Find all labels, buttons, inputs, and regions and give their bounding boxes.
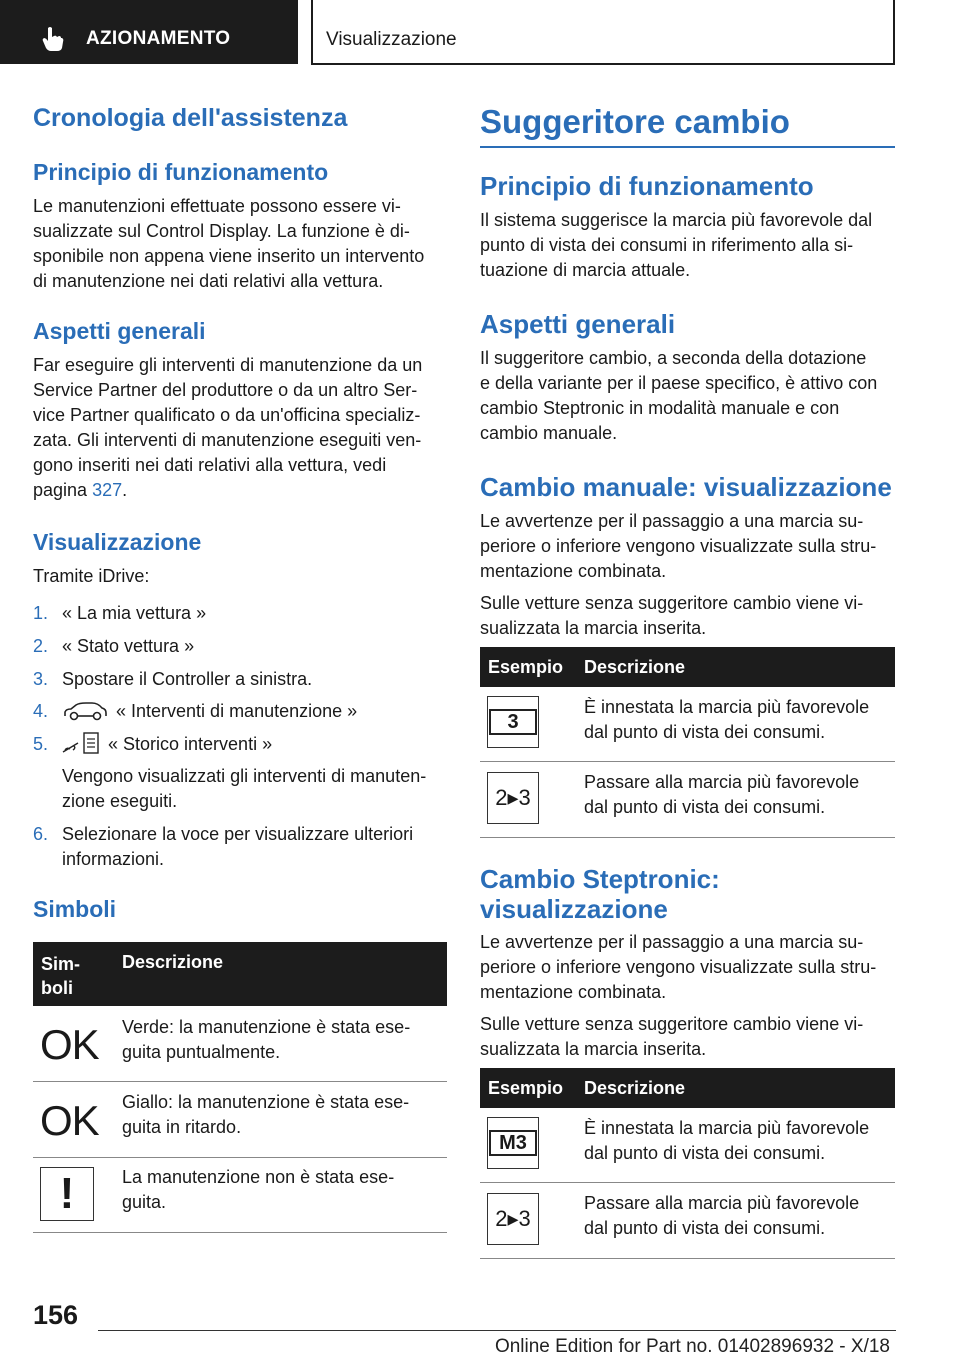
left-s4-title: Simboli xyxy=(33,896,117,922)
section-label: Visualizzazione xyxy=(326,29,457,50)
steptronic-table-header xyxy=(480,1068,895,1108)
left-s2-l3: vice Partner qualificato o da un'officina specializ- xyxy=(33,405,421,425)
header-divider-right xyxy=(893,0,895,65)
row-divider xyxy=(480,1258,895,1259)
right-s4-p2-l1: Sulle vetture senza suggeritore cambio viene vi- xyxy=(480,1014,864,1034)
th-symbols-l1: Sim- xyxy=(41,954,81,974)
left-s1-l3: sponibile non appena viene inserito un intervento xyxy=(33,246,425,266)
gear-3-indicator: 3 xyxy=(489,709,537,735)
left-s2-l2: Service Partner del produttore o da un altro Ser- xyxy=(33,380,418,400)
gear-display-box xyxy=(487,772,539,824)
right-s3-p2-l1: Sulle vetture senza suggeritore cambio viene vi- xyxy=(480,593,864,613)
row-desc-l1: Passare alla marcia più favorevole xyxy=(584,1193,860,1213)
step-text: « La mia vettura » xyxy=(62,603,207,623)
right-s3-p1-l2: periore o inferiore vengono visualizzate sulla stru- xyxy=(480,536,877,556)
row-divider xyxy=(33,1232,447,1233)
th-example: Esempio xyxy=(488,657,564,677)
row-desc-l1: Giallo: la manutenzione è stata ese- xyxy=(122,1092,410,1112)
left-s3-intro: Tramite iDrive: xyxy=(33,566,150,586)
step-number: 6. xyxy=(33,824,49,844)
step-text: « Storico interventi » xyxy=(108,734,273,754)
left-s3-title: Visualizzazione xyxy=(33,529,202,555)
step5-sub-l2: zione eseguiti. xyxy=(62,791,178,811)
ok-yellow-symbol: OK xyxy=(40,1097,99,1144)
right-s4-p1-l2: periore o inferiore vengono visualizzate sulla stru- xyxy=(480,957,877,977)
service-history-icon xyxy=(62,731,102,755)
warning-exclamation-icon: ! xyxy=(40,1167,94,1221)
gear-display-box xyxy=(487,696,539,748)
row-desc-l2: dal punto di vista dei consumi. xyxy=(584,1218,826,1238)
row-divider xyxy=(33,1157,447,1158)
row-divider xyxy=(480,837,895,838)
step6-l1: Selezionare la voce per visualizzare ulteriori xyxy=(62,824,414,844)
row-divider xyxy=(480,1182,895,1183)
step-number: 3. xyxy=(33,669,49,689)
row-desc-l1: Passare alla marcia più favorevole xyxy=(584,772,860,792)
gear-m3-indicator: M3 xyxy=(489,1130,537,1156)
right-s1-l3: tuazione di marcia attuale. xyxy=(480,260,691,280)
step-text: « Stato vettura » xyxy=(62,636,195,656)
chapter-label: AZIONAMENTO xyxy=(86,28,231,49)
symbols-table-header xyxy=(33,942,447,1006)
title-rule xyxy=(480,146,895,148)
right-s1-l2: punto di vista dei consumi in riferimento alla si- xyxy=(480,235,854,255)
th-example: Esempio xyxy=(488,1078,564,1098)
row-desc-l2: guita in ritardo. xyxy=(122,1117,242,1137)
edition-note: Online Edition for Part no. 01402896932 - X/18 xyxy=(494,1336,890,1357)
step-number: 5. xyxy=(33,734,49,754)
right-s4-title-l1: Cambio Steptronic: xyxy=(480,864,720,894)
right-s2-l1: Il suggeritore cambio, a seconda della dotazione xyxy=(480,348,867,368)
row-desc-l2: dal punto di vista dei consumi. xyxy=(584,1143,826,1163)
step-text: Spostare il Controller a sinistra. xyxy=(62,669,313,689)
page-link[interactable]: 327 xyxy=(92,480,123,500)
right-s4-p1-l1: Le avvertenze per il passaggio a una marcia su- xyxy=(480,932,864,952)
step-number: 4. xyxy=(33,701,49,721)
left-s2-last: pagina xyxy=(33,480,93,500)
chapter-tab[interactable] xyxy=(0,0,298,64)
right-s2-l2: e della variante per il paese specifico, è attivo con xyxy=(480,373,878,393)
row-desc-l2: dal punto di vista dei consumi. xyxy=(584,722,826,742)
left-s1-l2: sualizzate sul Control Display. La funzione è di- xyxy=(33,221,410,241)
left-s2-l6 xyxy=(33,478,127,504)
gear-table-header xyxy=(480,647,895,687)
step-text: « Interventi di manutenzione » xyxy=(116,701,358,721)
row-desc-l1: La manutenzione non è stata ese- xyxy=(122,1167,395,1187)
gear-display-box xyxy=(487,1117,539,1169)
left-s2-l1: Far eseguire gli interventi di manutenzione da un xyxy=(33,355,423,375)
row-desc-l2: dal punto di vista dei consumi. xyxy=(584,797,826,817)
left-title: Cronologia dell'assistenza xyxy=(33,104,348,132)
right-s1-l1: Il sistema suggerisce la marcia più favorevole dal xyxy=(480,210,873,230)
th-description: Descrizione xyxy=(122,952,224,972)
row-desc-l2: guita. xyxy=(122,1192,167,1212)
footer-rule xyxy=(98,1330,896,1331)
row-divider xyxy=(33,1081,447,1082)
th-description: Descrizione xyxy=(584,1078,686,1098)
row-desc-l1: Verde: la manutenzione è stata ese- xyxy=(122,1017,411,1037)
right-s4-title xyxy=(480,864,720,924)
right-s4-title-l2: visualizzazione xyxy=(480,894,668,924)
right-s3-p1-l1: Le avvertenze per il passaggio a una marcia su- xyxy=(480,511,864,531)
right-s3-p1-l3: mentazione combinata. xyxy=(480,561,667,581)
right-s2-l4: cambio manuale. xyxy=(480,423,618,443)
right-s3-p2-l2: sualizzata la marcia inserita. xyxy=(480,618,707,638)
left-s2-title: Aspetti generali xyxy=(33,318,206,344)
page-number: 156 xyxy=(33,1300,79,1330)
left-s2-l4: zata. Gli interventi di manutenzione eseguiti ven- xyxy=(33,430,422,450)
left-s1-l1: Le manutenzioni effettuate possono essere vi- xyxy=(33,196,401,216)
left-s1-l4: di manutenzione nei dati relativi alla vettura. xyxy=(33,271,384,291)
right-s4-p1-l3: mentazione combinata. xyxy=(480,982,667,1002)
ok-green-symbol: OK xyxy=(40,1021,99,1068)
gear-shift-up-indicator: 2▸3 xyxy=(489,1206,537,1232)
right-s2-l3: cambio Steptronic in modalità manuale e con xyxy=(480,398,840,418)
step-number: 2. xyxy=(33,636,49,656)
row-divider xyxy=(480,761,895,762)
hand-pointer-icon xyxy=(42,26,64,52)
step5-sub-l1: Vengono visualizzati gli interventi di manuten- xyxy=(62,766,427,786)
right-s2-title: Aspetti generali xyxy=(480,309,676,339)
left-s2-end: . xyxy=(122,480,128,500)
header-rule xyxy=(311,63,895,65)
step6-l2: informazioni. xyxy=(62,849,165,869)
right-title: Suggeritore cambio xyxy=(480,103,790,140)
left-s1-title: Principio di funzionamento xyxy=(33,159,329,185)
step-number: 1. xyxy=(33,603,49,623)
th-symbols-l2: boli xyxy=(41,978,73,998)
row-desc-l2: guita puntualmente. xyxy=(122,1042,281,1062)
th-description: Descrizione xyxy=(584,657,686,677)
car-service-icon xyxy=(62,702,108,722)
header-divider xyxy=(311,0,313,64)
right-s1-title: Principio di funzionamento xyxy=(480,171,814,201)
row-desc-l1: È innestata la marcia più favorevole xyxy=(584,1118,870,1138)
gear-display-box xyxy=(487,1193,539,1245)
right-s3-title: Cambio manuale: visualizzazione xyxy=(480,472,892,502)
right-s4-p2-l2: sualizzata la marcia inserita. xyxy=(480,1039,707,1059)
left-s2-l5: gono inseriti nei dati relativi alla vettura, vedi xyxy=(33,455,387,475)
row-desc-l1: È innestata la marcia più favorevole xyxy=(584,697,870,717)
gear-shift-up-indicator: 2▸3 xyxy=(489,785,537,811)
